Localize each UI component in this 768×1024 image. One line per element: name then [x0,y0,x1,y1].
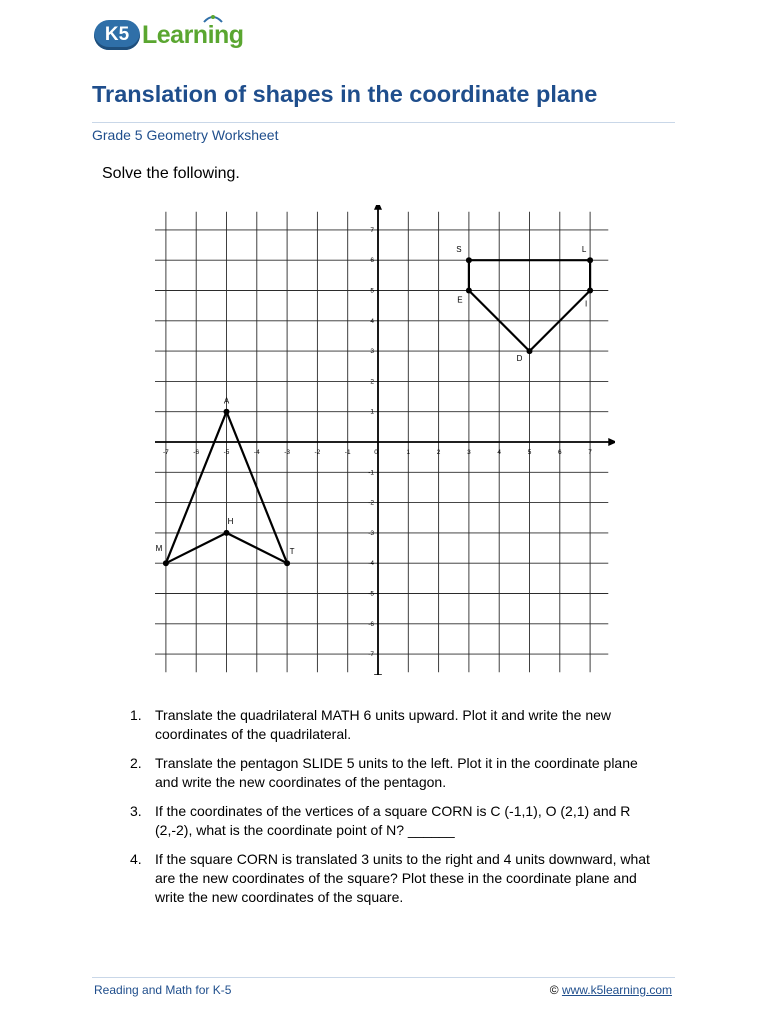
y-tick-label: 6 [370,257,374,265]
x-tick-label: -3 [284,449,290,456]
y-tick-label: 4 [370,317,374,325]
k5-learning-logo [94,20,244,50]
x-tick-label: 4 [497,449,502,456]
worksheet-subtitle: Grade 5 Geometry Worksheet [92,127,279,143]
vertex-label-a: A [223,396,230,406]
x-tick-label: 3 [467,449,471,456]
question-item [130,802,650,840]
question-text: Translate the quadrilateral MATH 6 units upward. Plot it and write the new coordinates of the quadrilateral. [155,707,611,742]
y-tick-label: -5 [368,590,374,598]
x-tick-label: -2 [314,449,321,456]
x-tick-label: -1 [344,449,351,456]
question-number: 1. [130,707,142,723]
question-number: 3. [130,803,142,819]
vertex-label-t: T [289,547,295,557]
footer-divider [92,977,675,978]
y-axis-arrow-up [374,205,382,210]
vertex-label-s: S [456,245,462,255]
question-number: 2. [130,755,142,771]
x-tick-label: -4 [253,449,260,456]
y-tick-label: 5 [370,287,374,295]
k5learning-link[interactable]: www.k5learning.com [561,983,672,997]
y-tick-label: 1 [370,408,374,416]
vertex-label-m: M [155,544,163,554]
coordinate-plane [155,205,615,675]
vertex-label-d: D [516,354,523,364]
question-item [130,850,650,907]
question-item [130,754,650,792]
footer-copyright [550,983,672,997]
y-tick-label: -4 [368,560,374,568]
vertex-point-h [224,530,230,536]
question-text: If the coordinates of the vertices of a square CORN is C (-1,1), O (2,1) and R (2,-2), what is the coordinate point of N? ______ [155,803,631,838]
x-tick-label: -6 [193,449,200,456]
y-tick-label: -3 [368,529,374,537]
x-tick-label: 5 [527,449,532,456]
copyright-symbol: © [549,983,559,997]
vertex-point-t [284,560,290,566]
vertex-point-l [587,257,593,263]
y-tick-label: 3 [370,348,374,356]
vertex-point-a [224,409,230,415]
x-tick-label: 6 [557,449,562,456]
x-tick-label: 0 [374,449,378,456]
x-tick-label: -7 [163,449,169,456]
vertex-point-m [163,560,169,566]
question-number: 4. [130,851,142,867]
vertex-label-i: I [584,299,588,309]
vertex-label-e: E [457,295,463,305]
x-tick-label: -5 [223,449,230,456]
vertex-point-d [527,348,533,354]
question-text: If the square CORN is translated 3 units to the right and 4 units downward, what are the new coordinates of the square? Plot these in the coordinate plane and write the new coordinates of the square. [155,851,650,905]
page-title: Translation of shapes in the coordinate plane [92,81,598,107]
question-item [130,706,650,744]
y-tick-label: 7 [370,226,374,234]
footer-tagline: Reading and Math for K-5 [94,983,232,997]
vertex-label-h: H [227,516,234,526]
y-tick-label: -1 [368,469,374,477]
x-tick-label: 1 [406,449,411,456]
vertex-label-l: L [581,245,587,255]
logo-wordmark: Learning [142,20,244,49]
y-tick-label: 2 [370,378,374,386]
sparkle-icon [202,14,224,24]
x-axis-arrow-right [608,438,615,446]
instructions: Solve the following. [102,165,240,182]
y-tick-label: -7 [368,651,374,659]
x-tick-label: 2 [436,449,441,456]
vertex-point-i [587,288,593,294]
vertex-point-e [466,288,472,294]
y-tick-label: -2 [368,499,374,507]
y-tick-label: -6 [368,620,374,628]
question-list [130,706,650,917]
y-axis-arrow-down [374,674,382,675]
header-divider [92,122,675,123]
x-tick-label: 7 [588,449,592,456]
question-text: Translate the pentagon SLIDE 5 units to the left. Plot it in the coordinate plane and write the new coordinates of the pentagon. [155,755,638,790]
logo-badge: K5 [94,20,140,50]
vertex-point-s [466,257,472,263]
